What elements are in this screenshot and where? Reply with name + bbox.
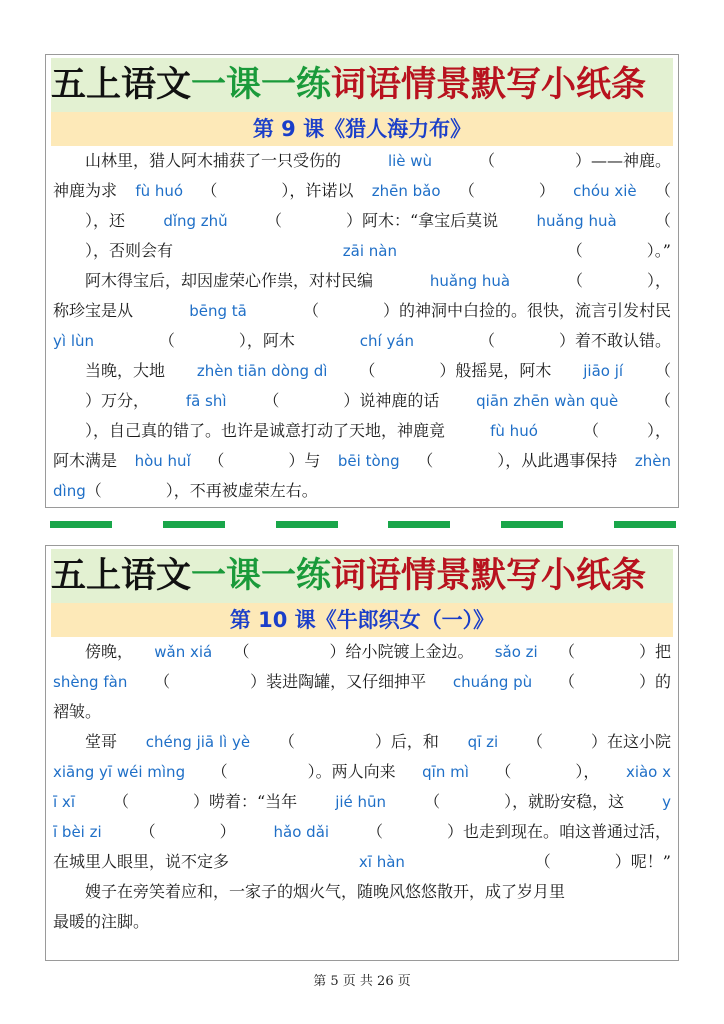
passage-text: （ ）唠着：“当年 — [113, 792, 298, 811]
pinyin-prompt: ī bèi zi — [53, 823, 102, 841]
passage-text: 当晚，大地 — [53, 361, 166, 380]
pinyin-prompt: jié hūn — [335, 793, 387, 811]
pinyin-prompt: liè wù — [387, 152, 433, 170]
passage-text: （ ）着不敢认错。 — [478, 331, 671, 350]
passage-text: 山林里，猎人阿木捕获了一只受伤的 — [53, 151, 342, 170]
passage-line — [53, 907, 671, 937]
passage-text: ），还 — [53, 211, 126, 230]
page-number: 第 5 页 共 26 页 — [313, 974, 411, 989]
passage-text: （ ）。两人向来 — [211, 762, 396, 781]
divider-dash — [388, 521, 450, 528]
passage-text: （ — [654, 361, 671, 380]
passage-text: （ ）。” — [566, 241, 671, 260]
passage-text: （ ） — [139, 822, 236, 841]
passage-text: （ — [654, 211, 671, 230]
passage-line — [53, 386, 671, 416]
passage-text: 在城里人眼里，说不定多 — [53, 852, 230, 871]
pinyin-prompt: xiāng yī wéi mìng — [53, 763, 186, 781]
passage-text: （ ）也走到现在。咱这普通过活， — [366, 822, 671, 841]
pinyin-prompt: qiān zhēn wàn què — [476, 392, 619, 410]
worksheet-card-lesson-10 — [45, 545, 679, 961]
passage-text: （ ）呢！” — [534, 852, 671, 871]
passage-line — [53, 326, 671, 356]
passage-text: 神鹿为求 — [53, 181, 118, 200]
header-grade: 五上语文 — [51, 65, 192, 105]
pinyin-prompt: chuáng pù — [452, 673, 533, 691]
pinyin-prompt: qī zi — [467, 733, 499, 751]
passage-text: （ ）的 — [558, 672, 671, 691]
passage-text: 褶皱。 — [53, 702, 102, 721]
passage-text: （ ）， — [566, 271, 671, 290]
passage-text: 傍晚， — [53, 642, 134, 661]
pinyin-prompt: zhèn — [634, 452, 671, 470]
passage-text: 阿木满是 — [53, 451, 118, 470]
pinyin-prompt: sǎo zi — [494, 643, 538, 661]
header-topic: 词语情景默写小纸条 — [331, 556, 647, 596]
passage-text: 嫂子在旁笑着应和，一家子的烟火气，随晚风悠悠散开，成了岁月里 — [53, 882, 566, 901]
divider-dash — [276, 521, 338, 528]
pinyin-prompt: y — [662, 793, 671, 811]
passage-line — [53, 877, 671, 907]
passage-text: （ ） — [458, 181, 555, 200]
passage-text: （ ）般摇晃，阿木 — [359, 361, 552, 380]
header-topic: 词语情景默写小纸条 — [331, 65, 647, 105]
pinyin-prompt: dìng — [53, 482, 86, 500]
divider-dash — [501, 521, 563, 528]
passage-text: （ ）， — [582, 421, 671, 440]
pinyin-prompt: chí yán — [359, 332, 415, 350]
pinyin-prompt: zāi nàn — [342, 242, 398, 260]
divider-dash — [614, 521, 676, 528]
passage-line — [53, 637, 671, 667]
passage-text: （ — [654, 181, 671, 200]
passage-text: （ — [654, 391, 671, 410]
passage-line — [53, 476, 671, 506]
lesson-title: 第 10 课《牛郎织女（一）》 — [51, 603, 673, 637]
passage-text: （ ）给小院镀上金边。 — [233, 642, 474, 661]
divider-dash — [163, 521, 225, 528]
worksheet-card-lesson-9 — [45, 54, 679, 508]
passage-text: ），自己真的错了。也许是诚意打动了天地，神鹿竟 — [53, 421, 446, 440]
pinyin-prompt: xī hàn — [358, 853, 405, 871]
pinyin-prompt: fù huó — [135, 182, 184, 200]
passage-text: （ ）——神鹿。 — [478, 151, 671, 170]
card-header — [51, 549, 673, 603]
passage-text: 称珍宝是从 — [53, 301, 134, 320]
passage-line — [53, 266, 671, 296]
passage-line — [53, 757, 671, 787]
pinyin-prompt: chóu xiè — [573, 182, 637, 200]
passage-line — [53, 356, 671, 386]
passage-line — [53, 667, 671, 697]
passage — [53, 637, 671, 937]
pinyin-prompt: dǐng zhǔ — [163, 212, 228, 230]
header-series: 一课一练 — [191, 65, 332, 105]
pinyin-prompt: wǎn xiá — [154, 643, 213, 661]
passage-text: （ ）装进陶罐，又仔细抻平 — [154, 672, 427, 691]
passage-text: （ ）的神洞中白捡的。很快，流言引发村民 — [302, 301, 671, 320]
header-grade: 五上语文 — [51, 556, 192, 596]
pinyin-prompt: zhēn bǎo — [371, 182, 441, 200]
passage-text: 堂哥 — [53, 732, 118, 751]
passage-text: （ ）与 — [208, 451, 321, 470]
passage — [53, 146, 671, 506]
passage-text: （ ），从此遇事保持 — [417, 451, 618, 470]
pinyin-prompt: fù huó — [490, 422, 538, 440]
passage-line — [53, 817, 671, 847]
passage-line — [53, 416, 671, 446]
passage-line — [53, 847, 671, 877]
pinyin-prompt: jiāo jí — [583, 362, 624, 380]
passage-line — [53, 296, 671, 326]
header-series: 一课一练 — [191, 556, 332, 596]
pinyin-prompt: shèng fàn — [53, 673, 128, 691]
passage-text: ）万分， — [53, 391, 150, 410]
passage-text: ），否则会有 — [53, 241, 174, 260]
passage-text: （ ）阿木：“拿宝后莫说 — [265, 211, 499, 230]
divider-dash — [50, 521, 112, 528]
passage-text: （ ），许诺以 — [201, 181, 354, 200]
passage-line — [53, 176, 671, 206]
pinyin-prompt: hòu huǐ — [134, 452, 191, 470]
pinyin-prompt: fā shì — [185, 392, 227, 410]
passage-text: （ ）， — [495, 762, 600, 781]
pinyin-prompt: hǎo dǎi — [273, 823, 330, 841]
passage-text: （ ），就盼安稳，这 — [424, 792, 625, 811]
pinyin-prompt: qīn mì — [422, 763, 469, 781]
passage-text: （ ），阿木 — [158, 331, 295, 350]
passage-line — [53, 236, 671, 266]
passage-line — [53, 206, 671, 236]
lesson-title: 第 9 课《猎人海力布》 — [51, 112, 673, 146]
passage-text: （ ）在这小院 — [526, 732, 671, 751]
passage-line — [53, 446, 671, 476]
passage-text: （ ）把 — [558, 642, 671, 661]
passage-line — [53, 787, 671, 817]
section-divider — [50, 521, 676, 529]
card-header — [51, 58, 673, 112]
pinyin-prompt: ī xī — [53, 793, 75, 811]
passage-text: （ ），不再被虚荣左右。 — [85, 481, 318, 500]
pinyin-prompt: bēng tā — [189, 302, 247, 320]
passage-line — [53, 697, 671, 727]
passage-text: （ ）后，和 — [278, 732, 439, 751]
passage-text: （ ）说神鹿的话 — [263, 391, 440, 410]
passage-line — [53, 146, 671, 176]
pinyin-prompt: yì lùn — [53, 332, 94, 350]
pinyin-prompt: xiào x — [625, 763, 671, 781]
passage-line — [53, 727, 671, 757]
pinyin-prompt: bēi tòng — [337, 452, 400, 470]
pinyin-prompt: huǎng huà — [429, 272, 511, 290]
pinyin-prompt: huǎng huà — [536, 212, 617, 230]
passage-text: 阿木得宝后，却因虚荣心作祟，对村民编 — [53, 271, 374, 290]
pinyin-prompt: chéng jiā lì yè — [145, 733, 251, 751]
pinyin-prompt: zhèn tiān dòng dì — [196, 362, 328, 380]
passage-text: 最暖的注脚。 — [53, 912, 150, 931]
